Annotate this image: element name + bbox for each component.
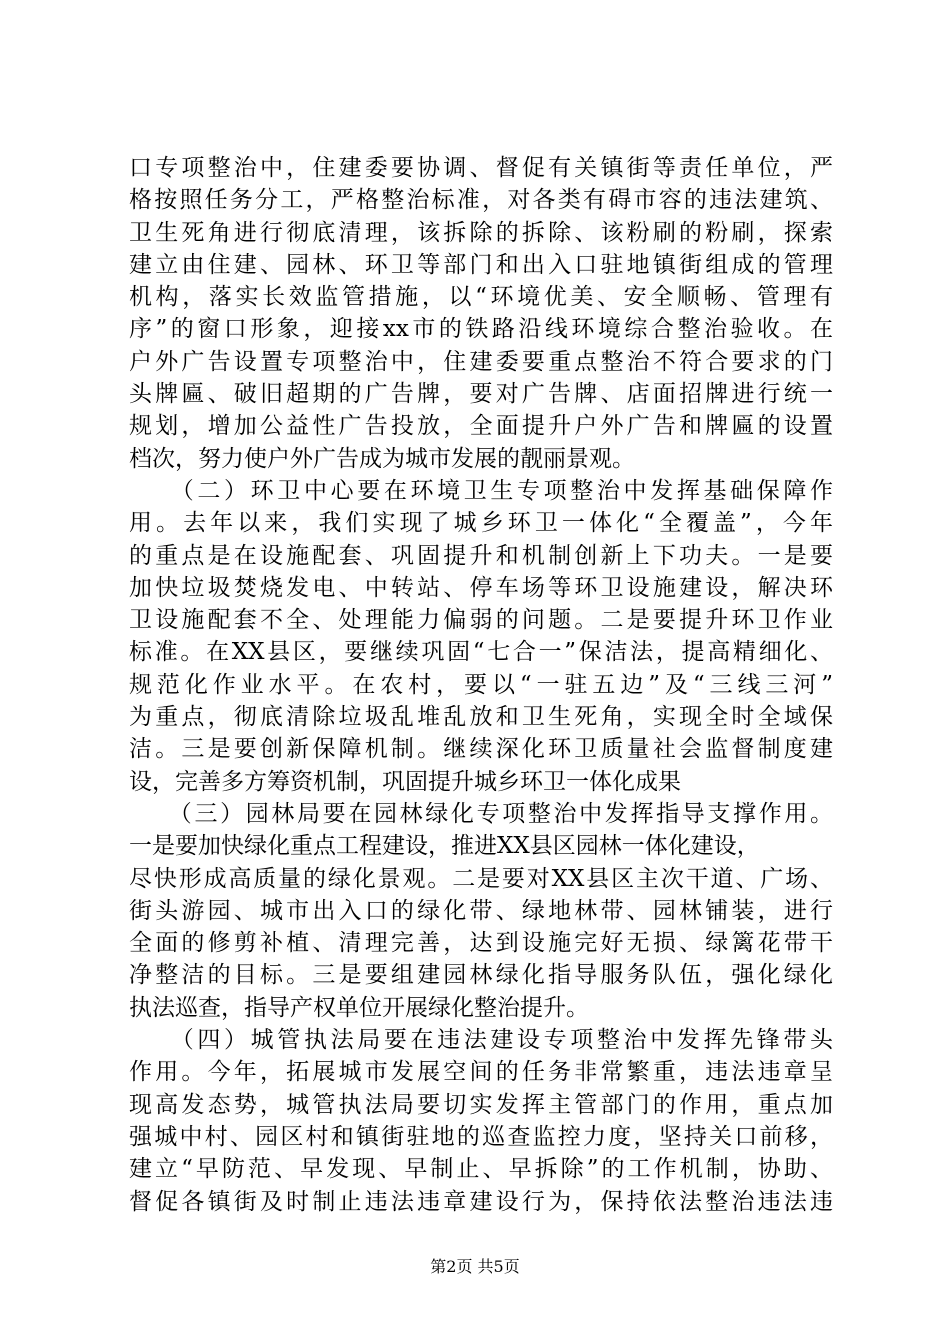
text-line: 用。去年以来，我们实现了城乡环卫一体化“全覆盖”，今年 (129, 510, 833, 537)
text-line: （三）园林局要在园林绿化专项整治中发挥指导支撑作用。 (129, 800, 833, 827)
text-line: 净整洁的目标。三是要组建园林绿化指导服务队伍，强化绿化 (129, 962, 833, 989)
text-line: 建立由住建、园林、环卫等部门和出入口驻地镇街组成的管理 (129, 251, 833, 278)
text-line: 格按照任务分工，严格整治标准，对各类有碍市容的违法建筑、 (129, 187, 833, 214)
text-line: 现高发态势，城管执法局要切实发挥主管部门的作用，重点加 (129, 1091, 833, 1118)
text-line: 规范化作业水平。在农村，要以“一驻五边”及“三线三河” (129, 671, 833, 698)
text-line: 街头游园、城市出入口的绿化带、绿地林带、园林铺装，进行 (129, 897, 833, 924)
text-line: 机构，落实长效监管措施，以“环境优美、安全顺畅、管理有 (129, 284, 833, 311)
text-line: 为重点，彻底清除垃圾乱堆乱放和卫生死角，实现全时全域保 (129, 704, 833, 731)
text-line: 建立“早防范、早发现、早制止、早拆除”的工作机制，协助、 (129, 1156, 833, 1183)
text-line: 卫设施配套不全、处理能力偏弱的问题。二是要提升环卫作业 (129, 607, 833, 634)
text-line: （四）城管执法局要在违法建设专项整治中发挥先锋带头 (129, 1027, 833, 1054)
text-line: 全面的修剪补植、清理完善，达到设施完好无损、绿篱花带干 (129, 930, 833, 957)
text-line: 头牌匾、破旧超期的广告牌，要对广告牌、店面招牌进行统一 (129, 381, 833, 408)
page-footer: 第2页 共5页 (430, 1257, 520, 1276)
text-line: 设，完善多方筹资机制，巩固提升城乡环卫一体化成果 (129, 768, 681, 795)
text-line: 督促各镇街及时制止违法违章建设行为，保持依法整治违法违 (129, 1188, 833, 1215)
text-line: 加快垃圾焚烧发电、中转站、停车场等环卫设施建设，解决环 (129, 574, 833, 601)
text-line: 尽快形成高质量的绿化景观。二是要对XX县区主次干道、广场、 (129, 865, 833, 892)
text-line: 档次，努力使户外广告成为城市发展的靓丽景观。 (129, 445, 635, 472)
text-line: （二）环卫中心要在环境卫生专项整治中发挥基础保障作 (129, 477, 833, 504)
text-line: 标准。在XX县区，要继续巩固“七合一”保洁法，提高精细化、 (129, 639, 833, 666)
text-line: 作用。今年，拓展城市发展空间的任务非常繁重，违法违章呈 (129, 1059, 833, 1086)
document-body (129, 152, 833, 1218)
text-line: 口专项整治中，住建委要协调、督促有关镇街等责任单位，严 (129, 155, 833, 181)
text-line: 执法巡查，指导产权单位开展绿化整治提升。 (129, 994, 589, 1021)
text-line: 户外广告设置专项整治中，住建委要重点整治不符合要求的门 (129, 348, 833, 375)
text-line: 规划，增加公益性广告投放，全面提升户外广告和牌匾的设置 (129, 413, 833, 440)
text-line: 序”的窗口形象，迎接xx市的铁路沿线环境综合整治验收。在 (129, 316, 833, 343)
text-line: 强城中村、园区村和镇街驻地的巡查监控力度，坚持关口前移， (129, 1123, 833, 1150)
text-line: 洁。三是要创新保障机制。继续深化环卫质量社会监督制度建 (129, 736, 833, 763)
text-line: 卫生死角进行彻底清理，该拆除的拆除、该粉刷的粉刷，探索 (129, 219, 833, 246)
text-line: 一是要加快绿化重点工程建设，推进XX县区园林一体化建设， (129, 833, 760, 860)
text-line: 的重点是在设施配套、巩固提升和机制创新上下功夫。一是要 (129, 542, 833, 569)
